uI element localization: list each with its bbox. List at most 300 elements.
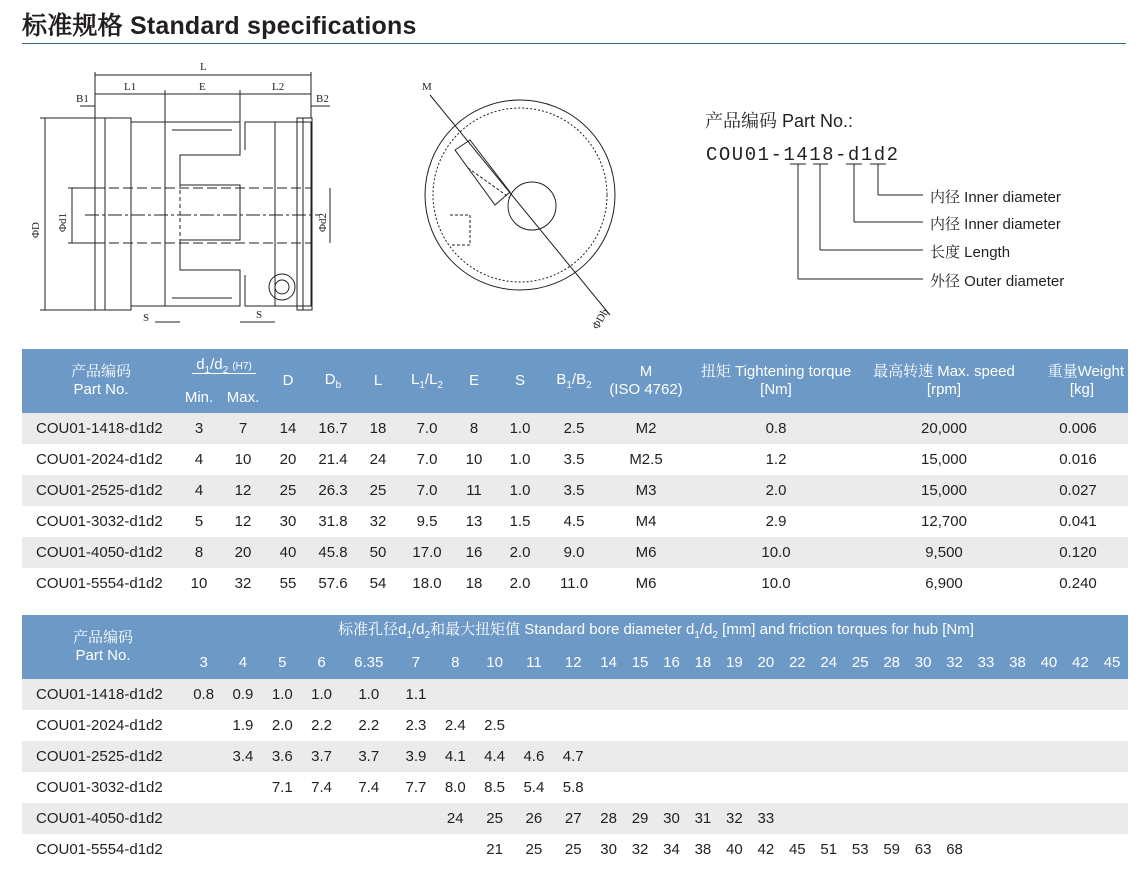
bore-size-header: 8 (436, 647, 475, 679)
torque-cell: 3.7 (302, 741, 341, 772)
spec-cell: 18.0 (398, 568, 456, 599)
torque-cell: 4.7 (554, 741, 593, 772)
torque-cell (1033, 803, 1064, 834)
legend-outer-diameter: 外径 Outer diameter (930, 273, 1065, 290)
torque-cell: 3.7 (341, 741, 396, 772)
torque-cell (656, 710, 687, 741)
torque-cell: 51 (813, 834, 844, 865)
torque-cell (1002, 679, 1033, 710)
torque-cell (939, 772, 970, 803)
spec-cell: 0.8 (692, 413, 860, 444)
spec-cell: 4.5 (548, 506, 600, 537)
torque-cell (970, 710, 1001, 741)
bore-size-header: 18 (687, 647, 718, 679)
col-d1d2: $d_1/d_2$ (H7) (180, 349, 268, 383)
torque-cell (844, 679, 875, 710)
bore-size-header: 38 (1002, 647, 1033, 679)
bore-row (22, 679, 1128, 710)
torque-cell: 2.0 (263, 710, 302, 741)
torque-cell (1096, 710, 1128, 741)
torque-cell (687, 772, 718, 803)
torque-cell: 30 (656, 803, 687, 834)
bore-size-header: 25 (844, 647, 875, 679)
torque-cell (1033, 741, 1064, 772)
spec-cell: 10 (180, 568, 218, 599)
torque-cell (1065, 772, 1096, 803)
torque-cell: 30 (593, 834, 624, 865)
spec-cell: 0.120 (1028, 537, 1128, 568)
spec-cell: 2.0 (492, 568, 548, 599)
torque-cell: 1.9 (223, 710, 262, 741)
torque-cell: 1.0 (302, 679, 341, 710)
torque-cell (1033, 772, 1064, 803)
torque-cell (907, 803, 938, 834)
torque-cell (1096, 772, 1128, 803)
spec-cell: 9,500 (860, 537, 1028, 568)
torque-cell (475, 679, 514, 710)
torque-cell: 2.4 (436, 710, 475, 741)
torque-cell (719, 772, 750, 803)
torque-cell (593, 772, 624, 803)
torque-cell (719, 710, 750, 741)
spec-cell: 0.006 (1028, 413, 1128, 444)
spec-cell: 55 (268, 568, 308, 599)
part-number-cell: COU01-3032-d1d2 (22, 772, 184, 803)
torque-cell: 0.8 (184, 679, 223, 710)
part-number-cell: COU01-2525-d1d2 (22, 475, 180, 506)
part-number-cell: COU01-1418-d1d2 (22, 679, 184, 710)
spec-cell: 8 (180, 537, 218, 568)
spec-cell: 6,900 (860, 568, 1028, 599)
torque-cell: 34 (656, 834, 687, 865)
bore-size-header: 19 (719, 647, 750, 679)
spec-cell: 9.5 (398, 506, 456, 537)
dim-d2: Φd2 (317, 212, 329, 232)
torque-cell (939, 803, 970, 834)
bore-row (22, 741, 1128, 772)
torque-cell (1065, 834, 1096, 865)
torque-cell (782, 772, 813, 803)
torque-cell: 21 (475, 834, 514, 865)
spec-row (22, 537, 1128, 568)
torque-cell (341, 834, 396, 865)
torque-cell (624, 710, 655, 741)
torque-cell (939, 741, 970, 772)
torque-cell (1002, 710, 1033, 741)
bore-size-header: 45 (1096, 647, 1128, 679)
torque-cell (750, 710, 781, 741)
dim-S-left: S (143, 312, 150, 324)
torque-cell (876, 772, 907, 803)
torque-cell (939, 679, 970, 710)
spec-cell: M2 (600, 413, 692, 444)
spec-cell: 40 (268, 537, 308, 568)
torque-cell (844, 772, 875, 803)
spec-cell: 12,700 (860, 506, 1028, 537)
torque-cell (1002, 741, 1033, 772)
torque-cell (907, 741, 938, 772)
bore-size-header: 24 (813, 647, 844, 679)
torque-cell: 3.4 (223, 741, 262, 772)
spec-cell: 16.7 (308, 413, 358, 444)
spec-row (22, 475, 1128, 506)
bore-size-header: 15 (624, 647, 655, 679)
torque-cell (514, 679, 553, 710)
torque-cell: 0.9 (223, 679, 262, 710)
torque-cell: 33 (750, 803, 781, 834)
bore-size-header: 42 (1065, 647, 1096, 679)
torque-cell (1033, 679, 1064, 710)
torque-cell (750, 741, 781, 772)
part-number-code: COU01-1418-d1d2 (706, 144, 900, 166)
torque-cell (1065, 679, 1096, 710)
spec-cell: 15,000 (860, 444, 1028, 475)
bore-size-header: 32 (939, 647, 970, 679)
spec-cell: 7.0 (398, 444, 456, 475)
torque-cell (782, 803, 813, 834)
part-number-cell: COU01-2024-d1d2 (22, 444, 180, 475)
spec-cell: 7 (218, 413, 268, 444)
col-B1B2: $B_1/B_2$ (548, 349, 600, 413)
dim-L: L (200, 61, 207, 73)
torque-cell (876, 803, 907, 834)
torque-cell: 1.0 (263, 679, 302, 710)
col-S: S (492, 349, 548, 413)
col-Db: $D_b$ (308, 349, 358, 413)
torque-cell (907, 710, 938, 741)
torque-cell (436, 679, 475, 710)
torque-cell (554, 679, 593, 710)
spec-row (22, 506, 1128, 537)
spec-cell: M2.5 (600, 444, 692, 475)
col-M: M (ISO 4762) (600, 349, 692, 413)
spec-cell: 3 (180, 413, 218, 444)
torque-cell (396, 803, 435, 834)
spec-cell: 20 (268, 444, 308, 475)
bore-size-header: 22 (782, 647, 813, 679)
spec-cell: 0.041 (1028, 506, 1128, 537)
torque-cell (876, 679, 907, 710)
torque-cell (656, 772, 687, 803)
spec-cell: 10 (456, 444, 492, 475)
torque-cell (593, 741, 624, 772)
torque-cell (302, 834, 341, 865)
spec-cell: 1.2 (692, 444, 860, 475)
bore-size-header: 11 (514, 647, 553, 679)
torque-cell: 38 (687, 834, 718, 865)
torque-cell (1002, 772, 1033, 803)
torque-cell: 2.2 (341, 710, 396, 741)
torque-cell (396, 834, 435, 865)
spec-cell: 0.027 (1028, 475, 1128, 506)
spec-cell: 16 (456, 537, 492, 568)
torque-cell (184, 741, 223, 772)
torque-cell (970, 741, 1001, 772)
torque-cell (554, 710, 593, 741)
torque-cell (1065, 741, 1096, 772)
col-E: E (456, 349, 492, 413)
torque-cell (907, 772, 938, 803)
torque-cell (719, 741, 750, 772)
torque-cell: 4.6 (514, 741, 553, 772)
spec-cell: 10 (218, 444, 268, 475)
part-number-cell: COU01-4050-d1d2 (22, 803, 184, 834)
dim-d1: Φd1 (57, 212, 69, 232)
spec-cell: 2.9 (692, 506, 860, 537)
dim-D: ΦD (30, 222, 42, 238)
torque-cell (1096, 803, 1128, 834)
spec-cell: 2.5 (548, 413, 600, 444)
bore-row (22, 772, 1128, 803)
torque-cell: 42 (750, 834, 781, 865)
torque-cell: 63 (907, 834, 938, 865)
torque-cell (624, 679, 655, 710)
torque-cell (907, 679, 938, 710)
torque-cell (1002, 803, 1033, 834)
torque-cell (782, 741, 813, 772)
torque-cell (844, 710, 875, 741)
torque-cell (593, 679, 624, 710)
torque-cell (876, 710, 907, 741)
torque-cell: 5.8 (554, 772, 593, 803)
torque-cell (184, 834, 223, 865)
bore-size-header: 5 (263, 647, 302, 679)
torque-cell: 32 (719, 803, 750, 834)
spec-cell: 31.8 (308, 506, 358, 537)
torque-cell (1096, 679, 1128, 710)
torque-cell (302, 803, 341, 834)
page-title: 标准规格 Standard specifications (22, 12, 417, 40)
spec-cell: 57.6 (308, 568, 358, 599)
torque-cell: 1.1 (396, 679, 435, 710)
torque-cell (813, 803, 844, 834)
bore-size-header: 6.35 (341, 647, 396, 679)
spec-cell: 12 (218, 506, 268, 537)
bore-size-header: 16 (656, 647, 687, 679)
torque-cell (184, 710, 223, 741)
label-M: M (422, 81, 432, 93)
part-number-heading: 产品编码 Part No.: (705, 111, 854, 131)
torque-cell (813, 772, 844, 803)
bore-size-header: 7 (396, 647, 435, 679)
spec-cell: 11.0 (548, 568, 600, 599)
spec-cell: 26.3 (308, 475, 358, 506)
torque-cell: 26 (514, 803, 553, 834)
spec-cell: 45.8 (308, 537, 358, 568)
spec-cell: 2.0 (692, 475, 860, 506)
torque-cell (750, 772, 781, 803)
spec-row (22, 444, 1128, 475)
torque-cell (687, 679, 718, 710)
torque-cell: 28 (593, 803, 624, 834)
spec-cell: 10.0 (692, 537, 860, 568)
torque-cell (624, 772, 655, 803)
bore-size-header: 14 (593, 647, 624, 679)
bore-torque-table (22, 615, 1128, 865)
spec-cell: 30 (268, 506, 308, 537)
spec-cell: 1.0 (492, 413, 548, 444)
spec-cell: 9.0 (548, 537, 600, 568)
torque-cell (624, 741, 655, 772)
torque-cell (593, 710, 624, 741)
torque-cell (263, 834, 302, 865)
torque-cell (970, 772, 1001, 803)
col-part-no: 产品编码 Part No. (22, 349, 180, 413)
bore-row (22, 803, 1128, 834)
dim-L1: L1 (124, 81, 137, 93)
torque-cell: 53 (844, 834, 875, 865)
spec-cell: 11 (456, 475, 492, 506)
torque-cell (876, 741, 907, 772)
torque-cell: 29 (624, 803, 655, 834)
torque-cell (1065, 803, 1096, 834)
torque-cell: 25 (514, 834, 553, 865)
legend-length: 长度 Length (930, 244, 1011, 261)
torque-cell: 25 (475, 803, 514, 834)
torque-cell: 3.9 (396, 741, 435, 772)
spec-cell: 4 (180, 444, 218, 475)
torque-cell (750, 679, 781, 710)
torque-cell: 2.5 (475, 710, 514, 741)
spec-cell: 25 (268, 475, 308, 506)
label-Db: ΦDb (590, 306, 612, 332)
part-number-cell: COU01-2024-d1d2 (22, 710, 184, 741)
torque-cell: 25 (554, 834, 593, 865)
part-number-cell: COU01-1418-d1d2 (22, 413, 180, 444)
col-D: D (268, 349, 308, 413)
part-number-cell: COU01-5554-d1d2 (22, 568, 180, 599)
spec-cell: 20 (218, 537, 268, 568)
torque-cell (184, 803, 223, 834)
legend-inner-diameter-1: 内径 Inner diameter (930, 216, 1061, 233)
torque-cell: 3.6 (263, 741, 302, 772)
torque-cell (223, 803, 262, 834)
torque-cell: 8.0 (436, 772, 475, 803)
torque-cell (844, 803, 875, 834)
dim-L2: L2 (272, 81, 285, 93)
spec-cell: 21.4 (308, 444, 358, 475)
bore-size-header: 28 (876, 647, 907, 679)
torque-cell (1033, 834, 1064, 865)
bore-size-header: 20 (750, 647, 781, 679)
legend-inner-diameter-2: 内径 Inner diameter (930, 189, 1061, 206)
torque-cell (970, 803, 1001, 834)
dim-E: E (199, 81, 206, 93)
col-d-max: Max. (218, 383, 268, 413)
part-number-cell: COU01-4050-d1d2 (22, 537, 180, 568)
spec-cell: 5 (180, 506, 218, 537)
torque-cell (1096, 834, 1128, 865)
torque-cell (813, 679, 844, 710)
torque-cell (687, 710, 718, 741)
col-speed: 最高转速 Max. speed [rpm] (860, 349, 1028, 413)
torque-cell (184, 772, 223, 803)
torque-cell: 68 (939, 834, 970, 865)
col-d-min: Min. (180, 383, 218, 413)
torque-cell: 7.4 (341, 772, 396, 803)
spec-cell: 8 (456, 413, 492, 444)
torque-cell: 2.2 (302, 710, 341, 741)
spec-cell: 14 (268, 413, 308, 444)
torque-cell (514, 710, 553, 741)
torque-cell (844, 741, 875, 772)
spec-cell: 54 (358, 568, 398, 599)
spec-cell: M6 (600, 568, 692, 599)
torque-cell: 4.4 (475, 741, 514, 772)
torque-cell: 32 (624, 834, 655, 865)
torque-cell: 5.4 (514, 772, 553, 803)
torque-cell: 27 (554, 803, 593, 834)
torque-cell (939, 710, 970, 741)
torque-cell (1096, 741, 1128, 772)
bore-size-header: 4 (223, 647, 262, 679)
torque-cell (263, 803, 302, 834)
bore-size-header: 12 (554, 647, 593, 679)
spec-cell: 0.016 (1028, 444, 1128, 475)
col-torque: 扭矩 Tightening torque [Nm] (692, 349, 860, 413)
part-number-cell: COU01-5554-d1d2 (22, 834, 184, 865)
bore-size-header: 3 (184, 647, 223, 679)
torque-cell: 4.1 (436, 741, 475, 772)
spec-cell: 2.0 (492, 537, 548, 568)
bore-size-header: 10 (475, 647, 514, 679)
torque-cell (970, 679, 1001, 710)
col-L: L (358, 349, 398, 413)
torque-cell (782, 710, 813, 741)
torque-cell: 31 (687, 803, 718, 834)
spec-cell: 18 (358, 413, 398, 444)
part-number-cell: COU01-3032-d1d2 (22, 506, 180, 537)
torque-cell (341, 803, 396, 834)
spec-cell: 1.5 (492, 506, 548, 537)
spec-cell: 18 (456, 568, 492, 599)
spec-cell: 50 (358, 537, 398, 568)
spec-cell: 4 (180, 475, 218, 506)
torque-cell (1033, 710, 1064, 741)
torque-cell: 2.3 (396, 710, 435, 741)
spec-cell: 25 (358, 475, 398, 506)
spec-cell: M4 (600, 506, 692, 537)
spec-row (22, 568, 1128, 599)
spec-cell: 3.5 (548, 475, 600, 506)
torque-cell (223, 834, 262, 865)
part-number-cell: COU01-2525-d1d2 (22, 741, 184, 772)
specifications-table (22, 349, 1128, 599)
bore-row (22, 834, 1128, 865)
torque-cell: 45 (782, 834, 813, 865)
spec-cell: M3 (600, 475, 692, 506)
torque-cell (436, 834, 475, 865)
spec-cell: 10.0 (692, 568, 860, 599)
spec-cell: 1.0 (492, 444, 548, 475)
torque-cell (970, 834, 1001, 865)
spec-cell: 32 (358, 506, 398, 537)
col-L1L2: $L_1/L_2$ (398, 349, 456, 413)
torque-cell (1002, 834, 1033, 865)
torque-cell: 7.4 (302, 772, 341, 803)
bore-size-header: 40 (1033, 647, 1064, 679)
spec-cell: 24 (358, 444, 398, 475)
torque-cell (813, 741, 844, 772)
bore-row (22, 710, 1128, 741)
spec-cell: 3.5 (548, 444, 600, 475)
torque-cell: 7.1 (263, 772, 302, 803)
spec-cell: 12 (218, 475, 268, 506)
torque-cell (656, 679, 687, 710)
spec-cell: 17.0 (398, 537, 456, 568)
dim-B1: B1 (76, 93, 89, 105)
spec-cell: M6 (600, 537, 692, 568)
